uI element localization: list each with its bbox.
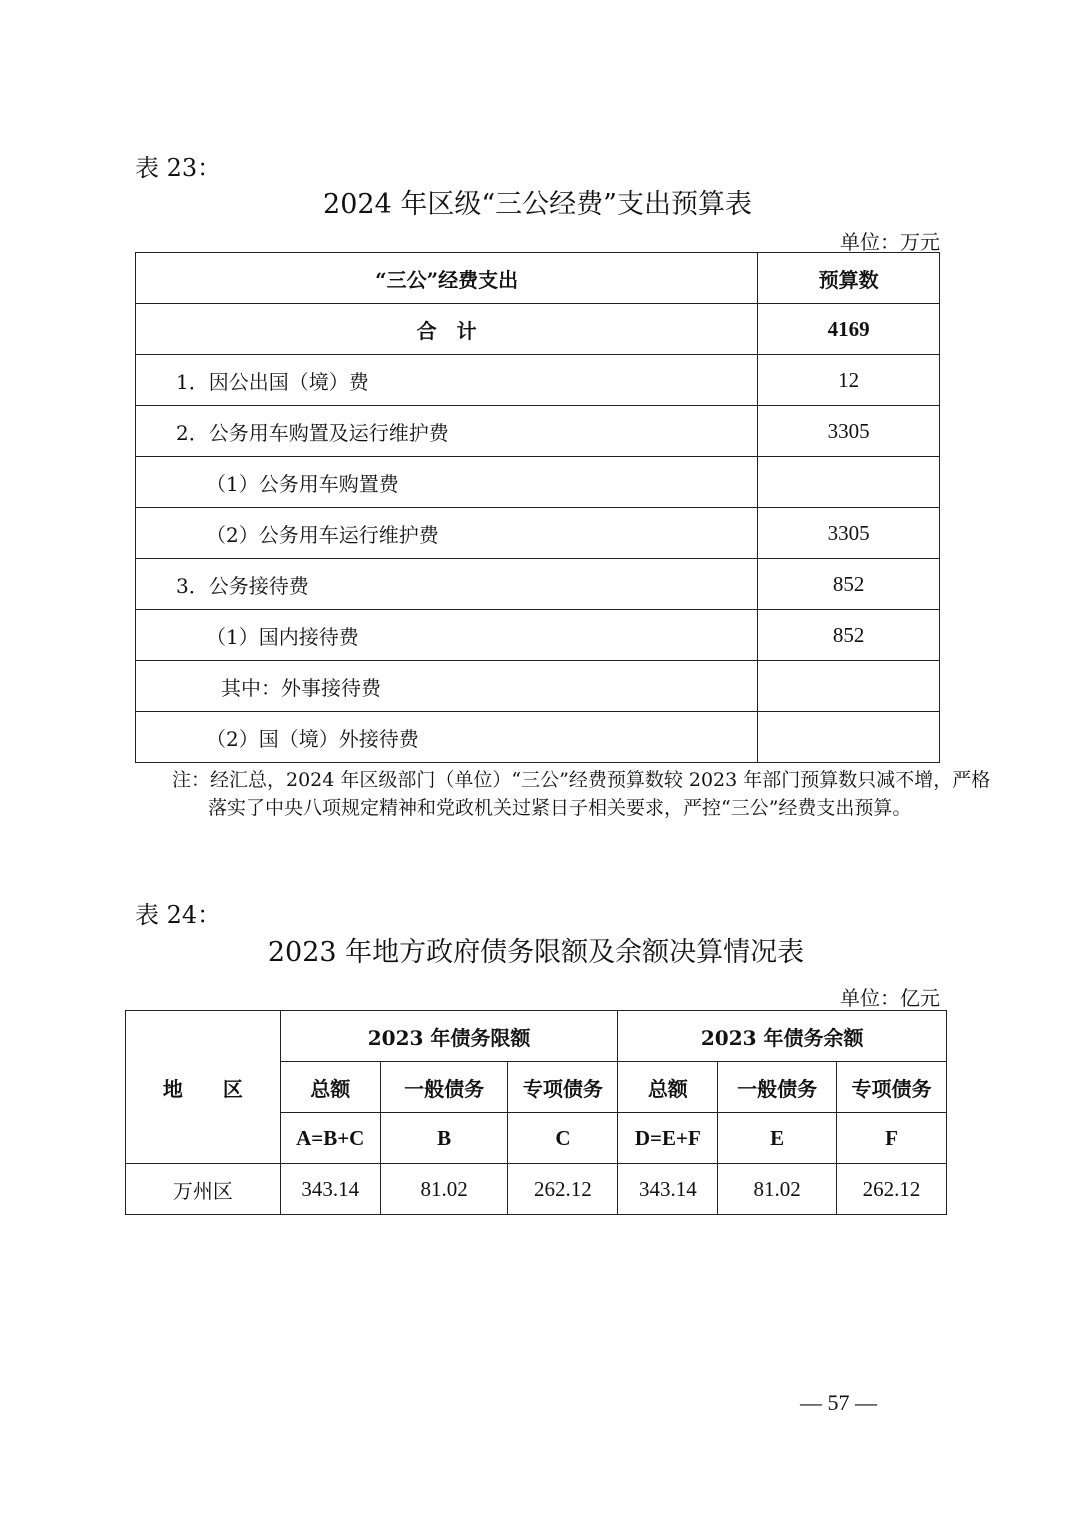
table24-title: 2023 年地方政府债务限额及余额决算情况表 xyxy=(267,937,805,968)
header-cell: “三公”经费支出 xyxy=(136,253,758,304)
table-row xyxy=(136,355,940,406)
table24-group-row xyxy=(126,1011,947,1062)
table-row xyxy=(136,559,940,610)
table23-unit: 单位：万元 xyxy=(840,230,940,254)
table-row xyxy=(136,712,940,763)
formula-cell: A=B+C xyxy=(280,1113,380,1164)
table24 xyxy=(125,1010,947,1215)
formula-cell: E xyxy=(718,1113,837,1164)
row-value xyxy=(758,712,940,763)
table-row xyxy=(136,610,940,661)
row-label: （1）国内接待费 xyxy=(136,610,758,661)
region-header: 地 区 xyxy=(126,1011,281,1164)
row-value: 12 xyxy=(758,355,940,406)
row-value: 3305 xyxy=(758,508,940,559)
sub-header-cell: 一般债务 xyxy=(718,1062,837,1113)
table24-label: 表 24： xyxy=(135,901,222,929)
row-value: 3305 xyxy=(758,406,940,457)
header-cell: 预算数 xyxy=(758,253,940,304)
table-row xyxy=(126,1164,947,1215)
formula-cell: B xyxy=(380,1113,508,1164)
table23 xyxy=(135,252,940,763)
row-label: （1）公务用车购置费 xyxy=(136,457,758,508)
value-cell: 343.14 xyxy=(618,1164,718,1215)
row-label: 2．公务用车购置及运行维护费 xyxy=(136,406,758,457)
row-label: 1．因公出国（境）费 xyxy=(136,355,758,406)
row-label: 3．公务接待费 xyxy=(136,559,758,610)
value-cell: 81.02 xyxy=(718,1164,837,1215)
region-cell: 万州区 xyxy=(126,1164,281,1215)
row-value xyxy=(758,661,940,712)
sub-header-cell: 专项债务 xyxy=(837,1062,947,1113)
value-cell: 81.02 xyxy=(380,1164,508,1215)
limit-group-header: 2023 年债务限额 xyxy=(280,1011,618,1062)
value-cell: 262.12 xyxy=(837,1164,947,1215)
table23-note-line2: 落实了中央八项规定精神和党政机关过紧日子相关要求，严控“三公”经费支出预算。 xyxy=(208,797,912,819)
formula-cell: D=E+F xyxy=(618,1113,718,1164)
formula-cell: F xyxy=(837,1113,947,1164)
page-number: — 57 — xyxy=(800,1390,877,1415)
table-row xyxy=(136,661,940,712)
sub-header-cell: 专项债务 xyxy=(508,1062,618,1113)
table23-total-row xyxy=(136,304,940,355)
row-value xyxy=(758,457,940,508)
table23-label: 表 23： xyxy=(135,154,222,182)
table24-unit: 单位：亿元 xyxy=(840,986,940,1010)
table23-note-line1: 注：经汇总，2024 年区级部门（单位）“三公”经费预算数较 2023 年部门预算数只减不增，严格 xyxy=(172,769,991,791)
table-row xyxy=(136,508,940,559)
value-cell: 262.12 xyxy=(508,1164,618,1215)
formula-cell: C xyxy=(508,1113,618,1164)
value-cell: 343.14 xyxy=(280,1164,380,1215)
sub-header-cell: 一般债务 xyxy=(380,1062,508,1113)
row-label: 其中：外事接待费 xyxy=(136,661,758,712)
balance-group-header: 2023 年债务余额 xyxy=(618,1011,947,1062)
table-row xyxy=(136,457,940,508)
sub-header-cell: 总额 xyxy=(280,1062,380,1113)
sub-header-cell: 总额 xyxy=(618,1062,718,1113)
row-label: （2）国（境）外接待费 xyxy=(136,712,758,763)
table23-title: 2024 年区级“三公经费”支出预算表 xyxy=(323,189,752,220)
table-row xyxy=(136,406,940,457)
row-value: 852 xyxy=(758,559,940,610)
row-value: 852 xyxy=(758,610,940,661)
row-label: （2）公务用车运行维护费 xyxy=(136,508,758,559)
total-value: 4169 xyxy=(758,304,940,355)
total-label: 合 计 xyxy=(136,304,758,355)
table23-header-row xyxy=(136,253,940,304)
